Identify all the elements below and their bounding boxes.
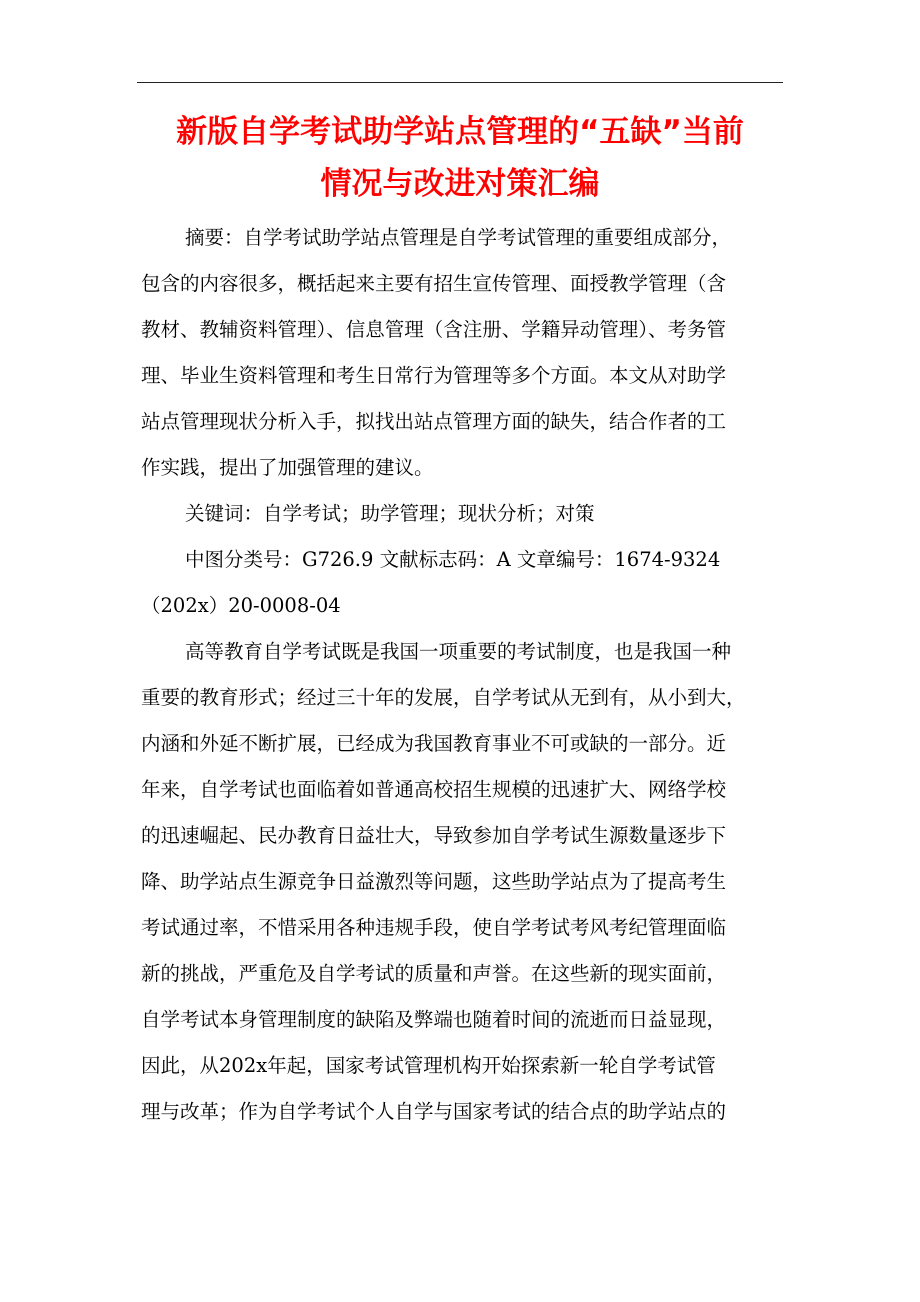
text-line: 降、助学站点生源竞争日益激烈等问题，这些助学站点为了提高考生 [141,870,727,893]
text-line: （202x）20-0008-04 [141,594,341,617]
keywords-paragraph [141,491,801,537]
body-paragraph [141,629,801,1135]
text-line: 作实践，提出了加强管理的建议。 [141,456,434,479]
header-rule [137,82,783,83]
text-line: 的迅速崛起、民办教育日益壮大，导致参加自学考试生源数量逐步下 [141,824,727,847]
abstract-paragraph [141,215,801,491]
document-body [141,215,801,1135]
text-line: 教材、教辅资料管理）、信息管理（含注册、学籍异动管理）、考务管 [141,318,727,341]
text-line: 理与改革；作为自学考试个人自学与国家考试的结合点的助学站点的 [141,1100,727,1123]
text-line: 自学考试本身管理制度的缺陷及弊端也随着时间的流逝而日益显现， [141,1008,727,1031]
classification-paragraph [141,537,801,629]
text-line: 关键词：自学考试；助学管理；现状分析；对策 [185,502,595,525]
document-title [137,106,783,210]
text-line: 年来，自学考试也面临着如普通高校招生规模的迅速扩大、网络学校 [141,778,727,801]
text-line: 考试通过率，不惜采用各种违规手段，使自学考试考风考纪管理面临 [141,916,727,939]
text-line: 新的挑战，严重危及自学考试的质量和声誉。在这些新的现实面前， [141,962,727,985]
text-line: 理、毕业生资料管理和考生日常行为管理等多个方面。本文从对助学 [141,364,727,387]
title-line: 情况与改进对策汇编 [320,166,600,202]
text-line: 高等教育自学考试既是我国一项重要的考试制度，也是我国一种 [185,640,732,663]
text-line: 中图分类号：G726.9 文献标志码：A 文章编号：1674-9324 [185,548,721,571]
text-line: 内涵和外延不断扩展，已经成为我国教育事业不可或缺的一部分。近 [141,732,727,755]
text-line: 包含的内容很多，概括起来主要有招生宣传管理、面授教学管理（含 [141,272,727,295]
text-line: 因此，从202x年起，国家考试管理机构开始探索新一轮自学考试管 [141,1054,716,1077]
title-line: 新版自学考试助学站点管理的“五缺”当前 [176,114,744,150]
text-line: 重要的教育形式；经过三十年的发展，自学考试从无到有，从小到大， [141,686,746,709]
text-line: 站点管理现状分析入手，拟找出站点管理方面的缺失，结合作者的工 [141,410,727,433]
text-line: 摘要：自学考试助学站点管理是自学考试管理的重要组成部分， [185,226,732,249]
